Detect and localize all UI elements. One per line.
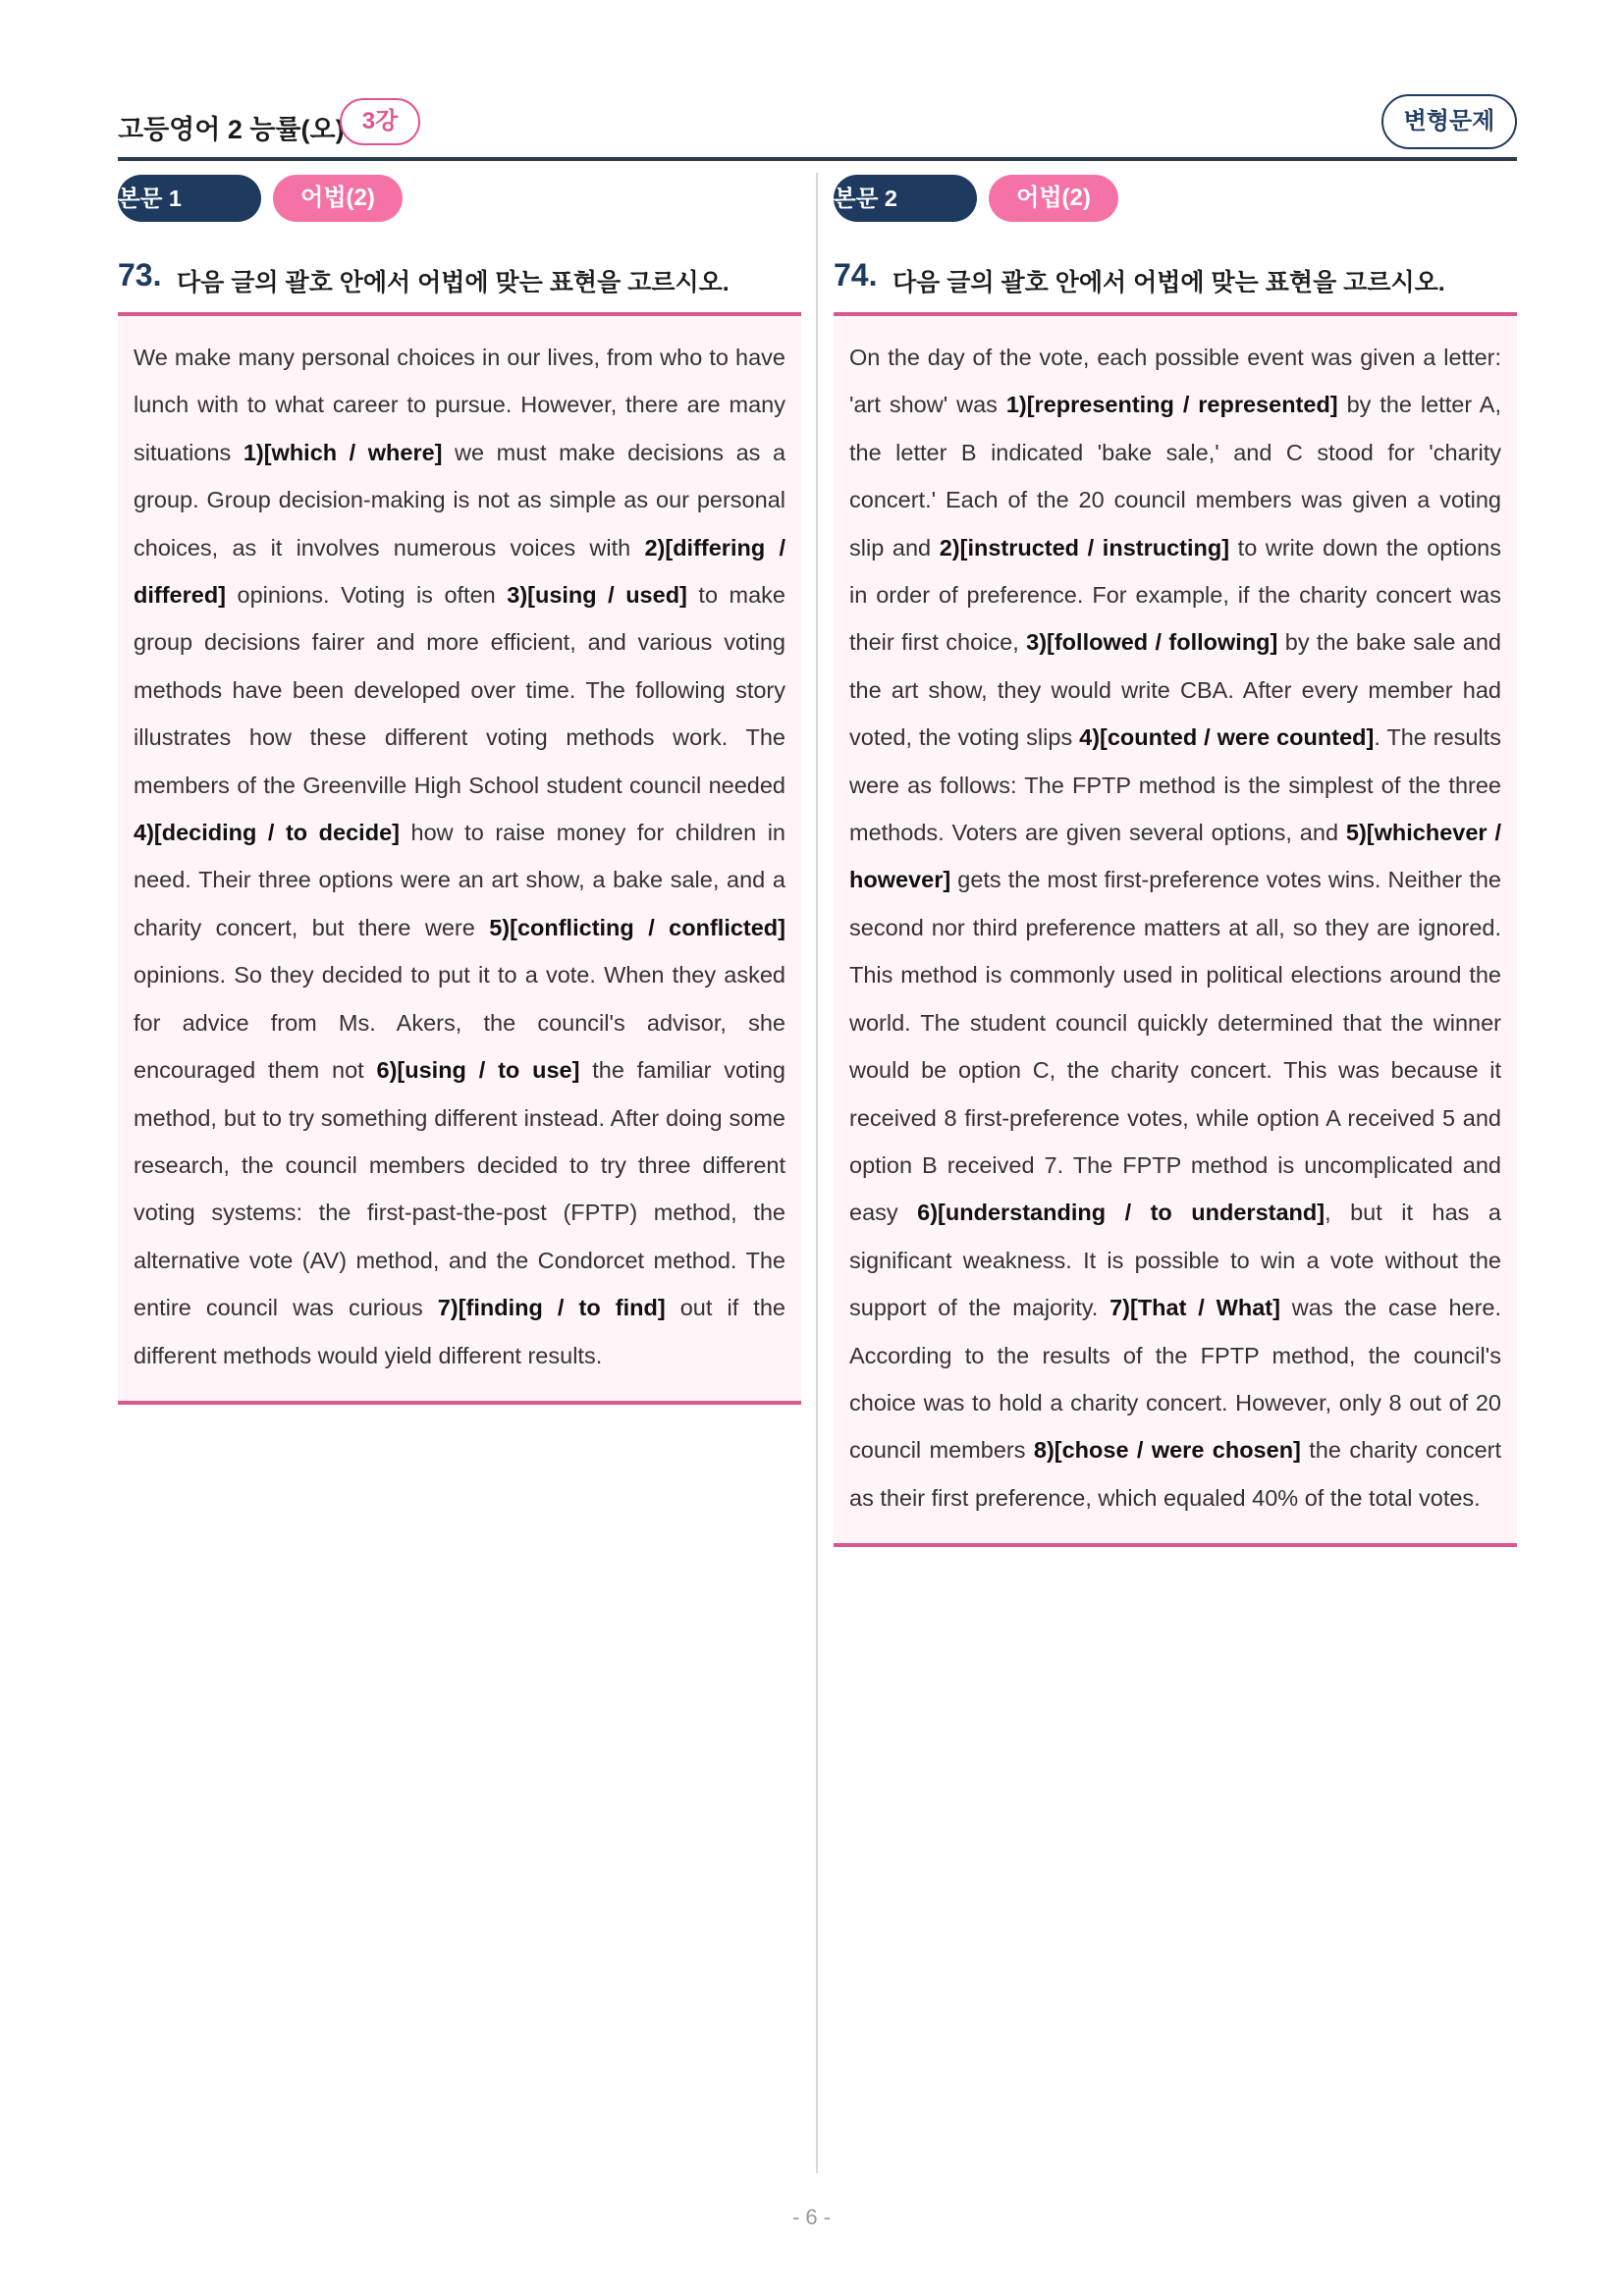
question-heading <box>834 257 1517 300</box>
question-heading <box>118 257 801 300</box>
header-rule <box>118 157 1517 161</box>
passage-segment: was the case here. According to the results of the FPTP method, the council's choice was to hold a charity concert. However, only 8 out of 20 council members <box>849 1295 1502 1464</box>
blank-choice: 1)[representing / represented] <box>1005 392 1338 418</box>
passage-segment: opinions. Voting is often <box>226 582 508 609</box>
passage-box <box>118 312 801 1405</box>
blank-choice: 4)[deciding / to decide] <box>134 820 400 846</box>
passage-segment: to make group decisions fairer and more efficient, and various voting methods have been developed over time. The following story illustrates how these different voting methods work. The members of the Greenville High School student council needed <box>134 582 785 798</box>
passage-segment: to write down the options in order of preference. For example, if the charity concert was their first choice, <box>849 534 1501 656</box>
passage-text <box>849 334 1501 1522</box>
page-title: 고등영어 2 능률(오) <box>118 115 345 144</box>
blank-choice: 4)[counted / were counted] <box>1079 724 1375 751</box>
tag-row <box>118 175 801 222</box>
blank-choice: 3)[followed / following] <box>1026 629 1278 656</box>
blank-choice: 2)[differing / differed] <box>134 534 785 609</box>
passage-segment: . The results were as follows: The FPTP method is the simplest of the three methods. Voters are given several options, and <box>849 724 1501 846</box>
passage-tag: 본문 1 <box>118 175 261 222</box>
blank-choice: 6)[using / to use] <box>376 1057 580 1084</box>
blank-choice: 7)[That / What] <box>1109 1295 1280 1321</box>
blank-choice: 2)[instructed / instructing] <box>939 534 1230 561</box>
passage-segment: We make many personal choices in our lives, from who to have lunch with to what career to pursue. However, there are many situations <box>134 345 785 465</box>
question-text: 다음 글의 괄호 안에서 어법에 맞는 표현을 고르시오. <box>177 269 730 296</box>
blank-choice: 7)[finding / to find] <box>437 1295 666 1321</box>
passage-segment: the charity concert as their first preference, which equaled 40% of the total votes. <box>849 1437 1501 1511</box>
type-badge: 변형문제 <box>1381 94 1517 149</box>
passage-segment: by the bake sale and the art show, they would write CBA. After every member had voted, the voting slips <box>849 629 1501 751</box>
question-text: 다음 글의 괄호 안에서 어법에 맞는 표현을 고르시오. <box>893 269 1445 296</box>
passage-segment: gets the most first-preference votes wins. Neither the second nor third preference matters at all, so they are ignored. This method is commonly used in political elections around the world. The student council quickly determined that the winner would be option C, the charity concert. This was because it received 8 first-preference votes, while option A received 5 and option B received 7. The FPTP method is uncomplicated and easy <box>849 867 1501 1226</box>
passage-box <box>834 312 1517 1547</box>
passage-segment: out if the different methods would yield different results. <box>134 1295 785 1368</box>
passage-segment: opinions. So they decided to put it to a vote. When they asked for advice from Ms. Akers, the council's advisor, she encouraged them not <box>134 962 785 1084</box>
blank-choice: 6)[understanding / to understand] <box>917 1200 1325 1226</box>
lesson-badge: 3강 <box>340 98 420 145</box>
passage-text <box>134 334 785 1379</box>
passage-segment: the familiar voting method, but to try something different instead. After doing some research, the council members decided to try three different voting systems: the first-past-the-post (FPTP) method, the alternative vote (AV) method, and the Condorcet method. The entire council was curious <box>134 1057 786 1321</box>
passage-tag: 본문 2 <box>834 175 977 222</box>
grammar-tag: 어법(2) <box>273 175 403 222</box>
blank-choice: 5)[whichever / however] <box>849 820 1501 893</box>
column-divider <box>816 173 818 2173</box>
passage-segment: by the letter A, the letter B indicated 'bake sale,' and C stood for 'charity concert.' Each of the 20 council members was given a voting slip and <box>849 392 1501 561</box>
blank-choice: 3)[using / used] <box>507 582 687 609</box>
passage-segment: On the day of the vote, each possible event was given a letter: 'art show' was <box>849 345 1501 418</box>
passage-segment: how to raise money for children in need. Their three options were an art show, a bake sale, and a charity concert, but there were <box>134 820 785 940</box>
page-header <box>118 96 1517 159</box>
tag-row <box>834 175 1517 222</box>
question-column-2 <box>834 175 1517 1547</box>
blank-choice: 1)[which / where] <box>243 439 443 465</box>
blank-choice: 8)[chose / were chosen] <box>1033 1437 1301 1464</box>
passage-segment: , but it has a significant weakness. It is possible to win a vote without the support of the majority. <box>849 1200 1501 1321</box>
grammar-tag: 어법(2) <box>989 175 1118 222</box>
page-number: - 6 - <box>791 2205 832 2229</box>
question-column-1 <box>118 175 801 1405</box>
question-number: 73. <box>118 257 162 293</box>
passage-segment: we must make decisions as a group. Group decision-making is not as simple as our personal choices, as it involves numerous voices with <box>134 439 786 561</box>
question-number: 74. <box>834 257 878 293</box>
blank-choice: 5)[conflicting / conflicted] <box>489 914 785 940</box>
